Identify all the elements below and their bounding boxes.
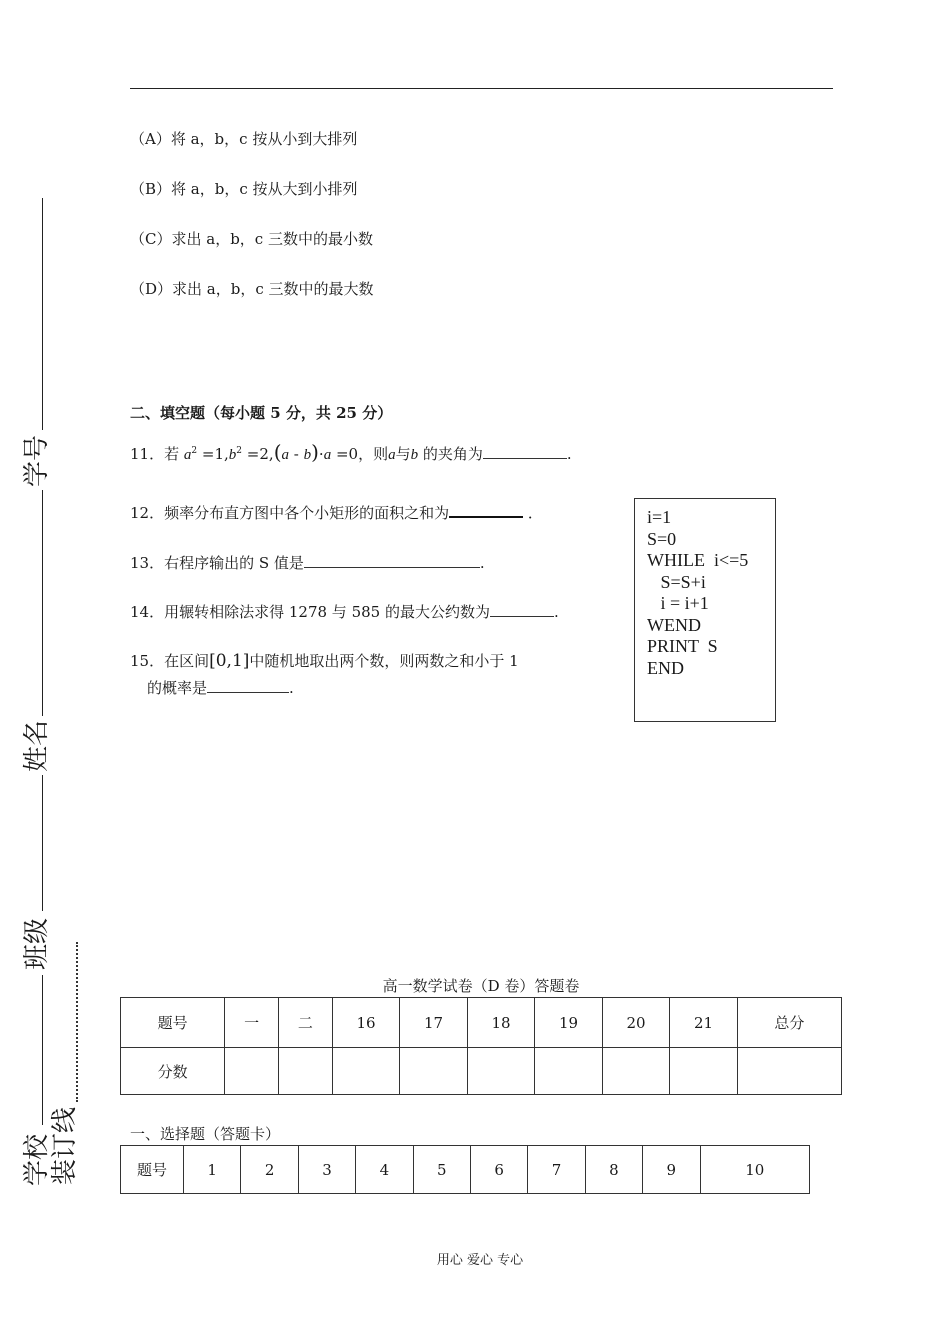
score-cell[interactable] [400, 1048, 468, 1095]
binding-line-xuexiao [42, 975, 43, 1125]
question-11: 11．若 $a^2 =1,b^2 =2,(a - b)\cdot a =0$，则a与b 的夹角为 . [130, 440, 572, 464]
option-c: （C）求出 a，b，c 三数中的最小数 [130, 230, 373, 248]
q11-number: 11．若 [130, 445, 180, 463]
answer-blank-15[interactable] [207, 678, 289, 693]
footer-text: 用心 爱心 专心 [436, 1253, 524, 1268]
score-row [121, 1048, 842, 1095]
choice-header-cell: 3 [298, 1146, 355, 1194]
label-xuehao: 学号 [22, 434, 52, 487]
question-12 [130, 502, 543, 523]
choice-section-title: 一、选择题（答题卡） [130, 1125, 281, 1143]
label-banji: 班级 [22, 917, 52, 970]
program-line: i = i+1 [647, 593, 709, 613]
score-header-cell: 21 [670, 998, 738, 1048]
label-xuexiao: 学校 [22, 1133, 52, 1186]
binding-line-xingming [42, 490, 43, 716]
q12-end: ． [527, 504, 543, 522]
math-b: b [228, 447, 237, 463]
header-rule [130, 88, 833, 89]
binding-line-banji [42, 775, 43, 911]
score-header-cell: 一 [225, 998, 279, 1048]
choice-header-cell: 8 [585, 1146, 642, 1194]
program-box [634, 498, 776, 722]
paren-open: ( [273, 440, 282, 464]
q14-text: 14．用辗转相除法求得 1278 与 585 的最大公约数为 [130, 603, 490, 621]
score-cell[interactable] [535, 1048, 603, 1095]
answer-blank-14[interactable] [490, 602, 554, 617]
q11-cond2: =2, [246, 445, 274, 463]
option-d: （D）求出 a，b，c 三数中的最大数 [130, 280, 374, 298]
score-table [120, 997, 842, 1095]
score-header-cell: 20 [602, 998, 670, 1048]
answer-blank-11[interactable] [483, 444, 567, 459]
question-15 [130, 650, 519, 671]
program-line: S=0 [647, 528, 677, 549]
score-header-cell: 16 [332, 998, 400, 1048]
choice-header-cell: 4 [356, 1146, 413, 1194]
q15-end: . [289, 679, 294, 697]
choice-header-row [121, 1146, 810, 1194]
paren-close: ) [311, 440, 319, 464]
score-header-cell: 总分 [737, 998, 841, 1048]
score-cell[interactable] [467, 1048, 535, 1095]
score-cell[interactable] [332, 1048, 400, 1095]
choice-answer-table [120, 1145, 810, 1194]
binding-line-xuehao [42, 198, 43, 430]
answer-sheet-title: 高一数学试卷（D 卷）答题卷 [382, 977, 580, 995]
score-cell[interactable] [670, 1048, 738, 1095]
answer-blank-13[interactable] [304, 553, 480, 568]
program-line: WEND [647, 614, 701, 635]
question-13 [130, 552, 485, 573]
program-line: S=S+i [647, 571, 706, 592]
score-header-cell: 17 [400, 998, 468, 1048]
q11-cond3: =0，则 [335, 445, 389, 463]
score-header-row [121, 998, 842, 1048]
math-a: a [281, 447, 289, 463]
choice-header-cell: 9 [643, 1146, 700, 1194]
score-cell[interactable] [278, 1048, 332, 1095]
program-line: END [647, 657, 684, 678]
score-cell[interactable] [602, 1048, 670, 1095]
q11-tail: 的夹角为 [422, 445, 483, 463]
score-header-cell: 二 [278, 998, 332, 1048]
math-b: b [303, 447, 312, 463]
label-xingming: 姓名 [22, 719, 52, 772]
q13-end: . [479, 554, 485, 572]
binding-dotted-line [76, 942, 78, 1102]
q13-text: 13．右程序输出的 S 值是 [130, 554, 304, 572]
choice-header-cell: 10 [700, 1146, 809, 1194]
program-line: WHILE i<=5 [647, 550, 749, 570]
q11-mid: 与 [395, 445, 411, 463]
program-line: i=1 [647, 507, 672, 527]
math-a: a [388, 447, 396, 463]
choice-header-cell: 题号 [121, 1146, 184, 1194]
math-b: b [410, 447, 419, 463]
q15-line1b: 中随机地取出两个数，则两数之和小于 1 [249, 652, 519, 670]
question-15-line2 [147, 677, 294, 698]
score-header-cell: 18 [467, 998, 535, 1048]
score-cell[interactable] [737, 1048, 841, 1095]
question-14 [130, 601, 559, 622]
q15-interval: [0,1] [209, 651, 250, 671]
score-row-label: 分数 [121, 1048, 225, 1095]
choice-header-cell: 7 [528, 1146, 585, 1194]
q15-line2: 的概率是 [147, 679, 208, 697]
q11-end: . [566, 445, 572, 463]
choice-header-cell: 2 [241, 1146, 298, 1194]
math-a: a [323, 447, 332, 463]
fill-section-title: 二、填空题（每小题 5 分，共 25 分） [130, 404, 393, 422]
score-header-cell: 19 [535, 998, 603, 1048]
answer-blank-12[interactable] [449, 502, 523, 518]
superscript: 2 [191, 446, 198, 456]
q11-cond1: =1, [201, 445, 229, 463]
q14-end: . [553, 603, 559, 621]
choice-header-cell: 6 [470, 1146, 527, 1194]
program-line: PRINT S [647, 636, 718, 656]
option-b: （B）将 a，b，c 按从大到小排列 [130, 180, 358, 198]
choice-header-cell: 1 [184, 1146, 241, 1194]
score-header-cell: 题号 [121, 998, 225, 1048]
math-a: a [183, 447, 192, 463]
q15-line1a: 15．在区间 [130, 652, 210, 670]
choice-header-cell: 5 [413, 1146, 470, 1194]
label-zhuangdingxian: 装订线 [50, 1107, 80, 1186]
score-cell[interactable] [225, 1048, 279, 1095]
q12-text: 12．频率分布直方图中各个小矩形的面积之和为 [130, 504, 450, 522]
option-a: （A）将 a，b，c 按从小到大排列 [130, 130, 358, 148]
superscript: 2 [236, 446, 243, 456]
